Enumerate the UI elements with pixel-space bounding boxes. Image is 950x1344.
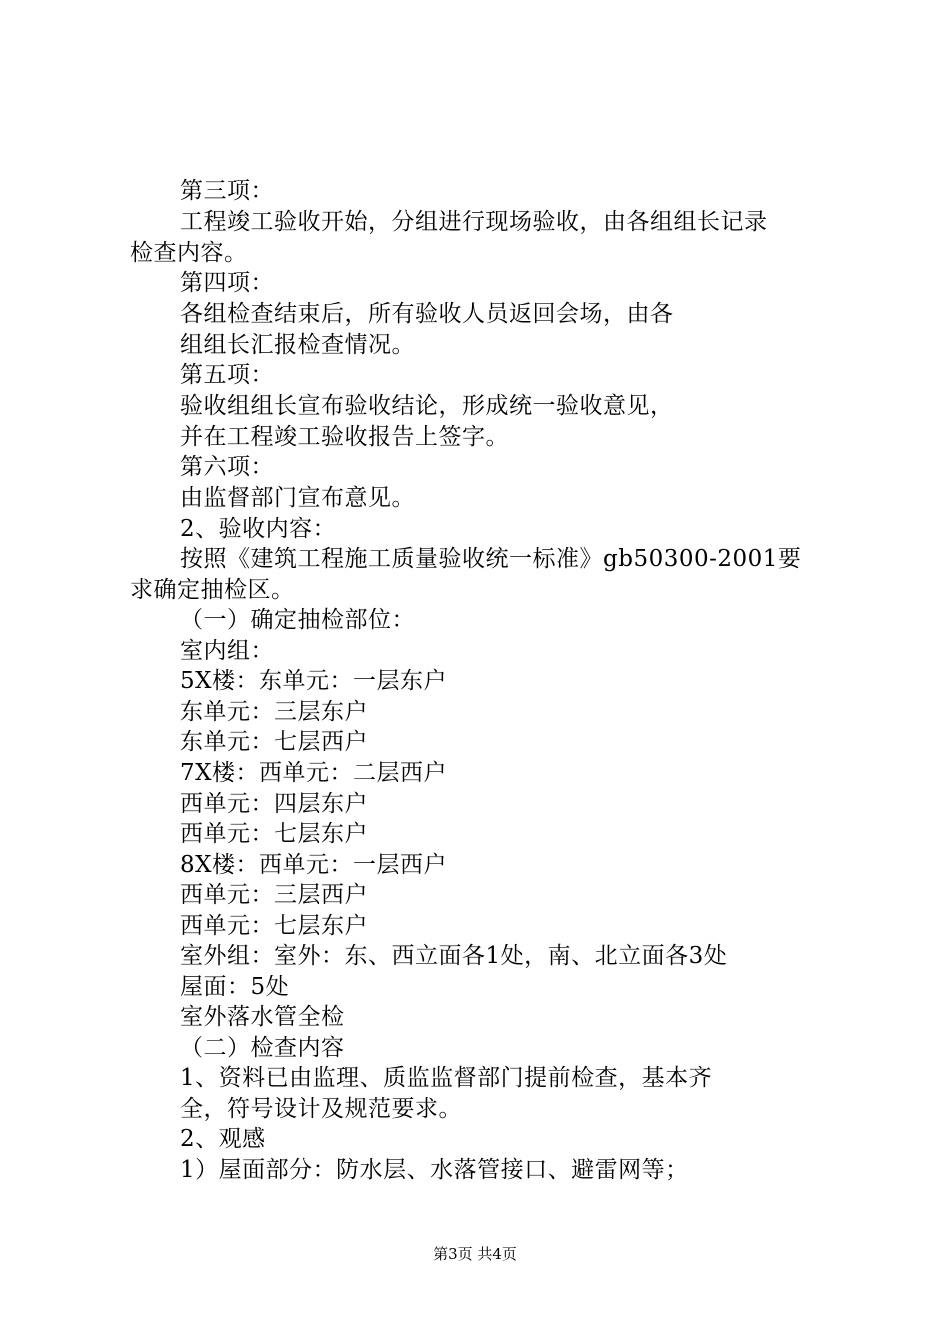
text-line: 西单元：三层西户 (180, 882, 368, 908)
text-line: （二）检查内容 (180, 1035, 345, 1061)
text-line: 2、验收内容： (180, 516, 337, 542)
text-line: 组组长汇报检查情况。 (180, 332, 415, 358)
text-line: 7X楼：西单元：二层西户 (180, 760, 448, 786)
text-line: 第五项： (180, 362, 274, 388)
text-line: 并在工程竣工验收报告上签字。 (180, 424, 509, 450)
text-line: 求确定抽检区。 (130, 577, 295, 603)
text-line: 5X楼：东单元：一层东户 (180, 668, 448, 694)
text-line: （一）确定抽检部位： (180, 607, 415, 633)
text-line: 西单元：七层东户 (180, 821, 368, 847)
text-line: 室内组： (180, 638, 274, 664)
text-line: 2、观感 (180, 1126, 266, 1152)
text-line: 西单元：七层东户 (180, 913, 368, 939)
page-footer: 第3页 共4页 (433, 1245, 517, 1263)
text-line: 东单元：三层东户 (180, 699, 368, 725)
text-line: 第六项： (180, 454, 274, 480)
text-line: 屋面：5处 (180, 974, 290, 1000)
text-line: 室外落水管全检 (180, 1004, 345, 1030)
text-line: 验收组组长宣布验收结论，形成统一验收意见， (180, 393, 674, 419)
text-line: 由监督部门宣布意见。 (180, 485, 415, 511)
text-line: 按照《建筑工程施工质量验收统一标准》gb50300-2001要 (180, 546, 802, 572)
text-line: 1、资料已由监理、质监监督部门提前检查，基本齐 (180, 1065, 713, 1091)
text-line: 室外组：室外：东、西立面各1处，南、北立面各3处 (180, 943, 728, 969)
text-line: 全，符号设计及规范要求。 (180, 1096, 462, 1122)
text-line: 东单元：七层西户 (180, 729, 368, 755)
text-line: 西单元：四层东户 (180, 791, 368, 817)
text-line: 工程竣工验收开始，分组进行现场验收，由各组组长记录 (180, 209, 768, 235)
text-line: 第三项： (180, 178, 274, 204)
text-line: 第四项： (180, 270, 274, 296)
text-line: 1）屋面部分：防水层、水落管接口、避雷网等； (180, 1157, 689, 1183)
text-line: 各组检查结束后，所有验收人员返回会场，由各 (180, 301, 674, 327)
text-line: 8X楼：西单元：一层西户 (180, 852, 448, 878)
text-line: 检查内容。 (130, 240, 248, 266)
